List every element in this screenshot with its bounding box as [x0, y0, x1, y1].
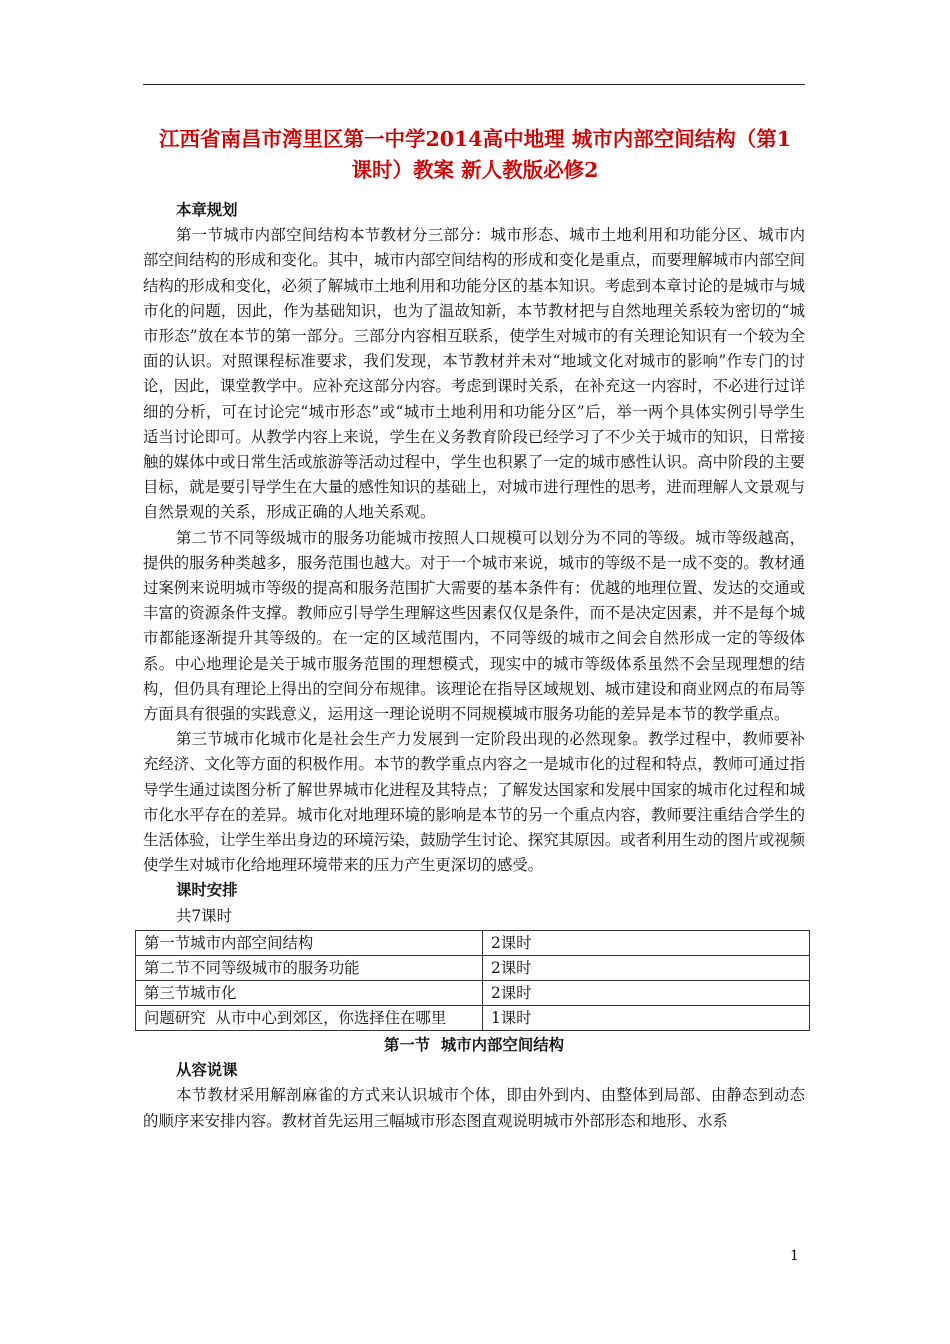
schedule-section-cell: 第一节城市内部空间结构 — [136, 930, 483, 955]
page-number: 1 — [790, 1248, 799, 1264]
header-rule — [143, 84, 805, 85]
chapter-plan-paragraph-1: 第一节城市内部空间结构本节教材分三部分：城市形态、城市土地利用和功能分区、城市内部空间结构的形成和变化。其中，城市内部空间结构的形成和变化是重点，而要理解城市内部空间结构的形成和变化，必须了解城市土地利用和功能分区的基本知识。考虑到本章讨论的是城市与城市化的问题，因此，作为基础知识，也为了温故知新，本节教材把与自然地理关系较为密切的“城市形态”放在本节的第一部分。三部分内容相互联系，使学生对城市的有关理论知识有一个较为全面的认识。对照课程标准要求，我们发现，本节教材并未对“地域文化对城市的影响”作专门的讨论，因此，课堂教学中。应补充这部分内容。考虑到课时关系，在补充这一内容时，不必进行过详细的分析，可在讨论完“城市形态”或“城市土地利用和功能分区”后，举一两个具体实例引导学生适当讨论即可。从教学内容上来说，学生在义务教育阶段已经学习了不少关于城市的知识，日常接触的媒体中或日常生活或旅游等活动过程中，学生也积累了一定的城市感性认识。高中阶段的主要目标，就是要引导学生在大量的感性知识的基础上，对城市进行理性的思考，进而理解人文景观与自然景观的关系，形成正确的人地关系观。 — [143, 226, 805, 522]
schedule-heading: 课时安排 — [176, 881, 238, 900]
schedule-hours-cell: 2课时 — [483, 955, 810, 980]
table-row — [136, 1005, 810, 1030]
table-row — [136, 930, 810, 955]
document-body — [143, 198, 805, 1134]
schedule-section-cell: 问题研究 从市中心到郊区，你选择住在哪里 — [136, 1005, 483, 1030]
schedule-hours-cell: 1课时 — [483, 1005, 810, 1030]
section-one-paragraph: 本节教材采用解剖麻雀的方式来认识城市个体，即由外到内、由整体到局部、由静态到动态的顺序来安排内容。教材首先运用三幅城市形态图直观说明城市外部形态和地形、水系 — [143, 1086, 805, 1130]
schedule-hours-cell: 2课时 — [483, 980, 810, 1005]
section-one-heading: 从容说课 — [176, 1061, 238, 1080]
schedule-total: 共7课时 — [176, 906, 232, 925]
chapter-plan-paragraph-3: 第三节城市化城市化是社会生产力发展到一定阶段出现的必然现象。教学过程中，教师要补充经济、文化等方面的积极作用。本节的教学重点内容之一是城市化的过程和特点，教师可通过指导学生通过读图分析了解世界城市化进程及其特点；了解发达国家和发展中国家的城市化过程和城市化水平存在的差异。城市化对地理环境的影响是本节的另一个重点内容，教师要注重结合学生的生活体验，让学生举出身边的环境污染，鼓励学生讨论、探究其原因。或者利用生动的图片或视频使学生对城市化给地理环境带来的压力产生更深切的感受。 — [143, 730, 805, 875]
schedule-table — [135, 930, 810, 1031]
section-one-title: 第一节 城市内部空间结构 — [383, 1035, 564, 1054]
table-row — [136, 980, 810, 1005]
chapter-plan-paragraph-2: 第二节不同等级城市的服务功能城市按照人口规模可以划分为不同的等级。城市等级越高，提供的服务种类越多，服务范围也越大。对于一个城市来说，城市的等级不是一成不变的。教材通过案例来说明城市等级的提高和服务范围扩大需要的基本条件有：优越的地理位置、发达的交通或丰富的资源条件支撑。教师应引导学生理解这些因素仅仅是条件，而不是决定因素，并不是每个城市都能逐渐提升其等级的。在一定的区域范围内，不同等级的城市之间会自然形成一定的等级体系。中心地理论是关于城市服务范围的理想模式，现实中的城市等级体系虽然不会呈现理想的结构，但仍具有理论上得出的空间分布规律。该理论在指导区域规划、城市建设和商业网点的布局等方面具有很强的实践意义，运用这一理论说明不同规模城市服务功能的差异是本节的教学重点。 — [143, 528, 805, 724]
schedule-section-cell: 第三节城市化 — [136, 980, 483, 1005]
schedule-hours-cell: 2课时 — [483, 930, 810, 955]
schedule-section-cell: 第二节不同等级城市的服务功能 — [136, 955, 483, 980]
chapter-plan-heading: 本章规划 — [176, 201, 238, 219]
document-title: 江西省南昌市湾里区第一中学2014高中地理 城市内部空间结构（第1课时）教案 新人教版必修2 — [159, 127, 791, 182]
table-row — [136, 955, 810, 980]
